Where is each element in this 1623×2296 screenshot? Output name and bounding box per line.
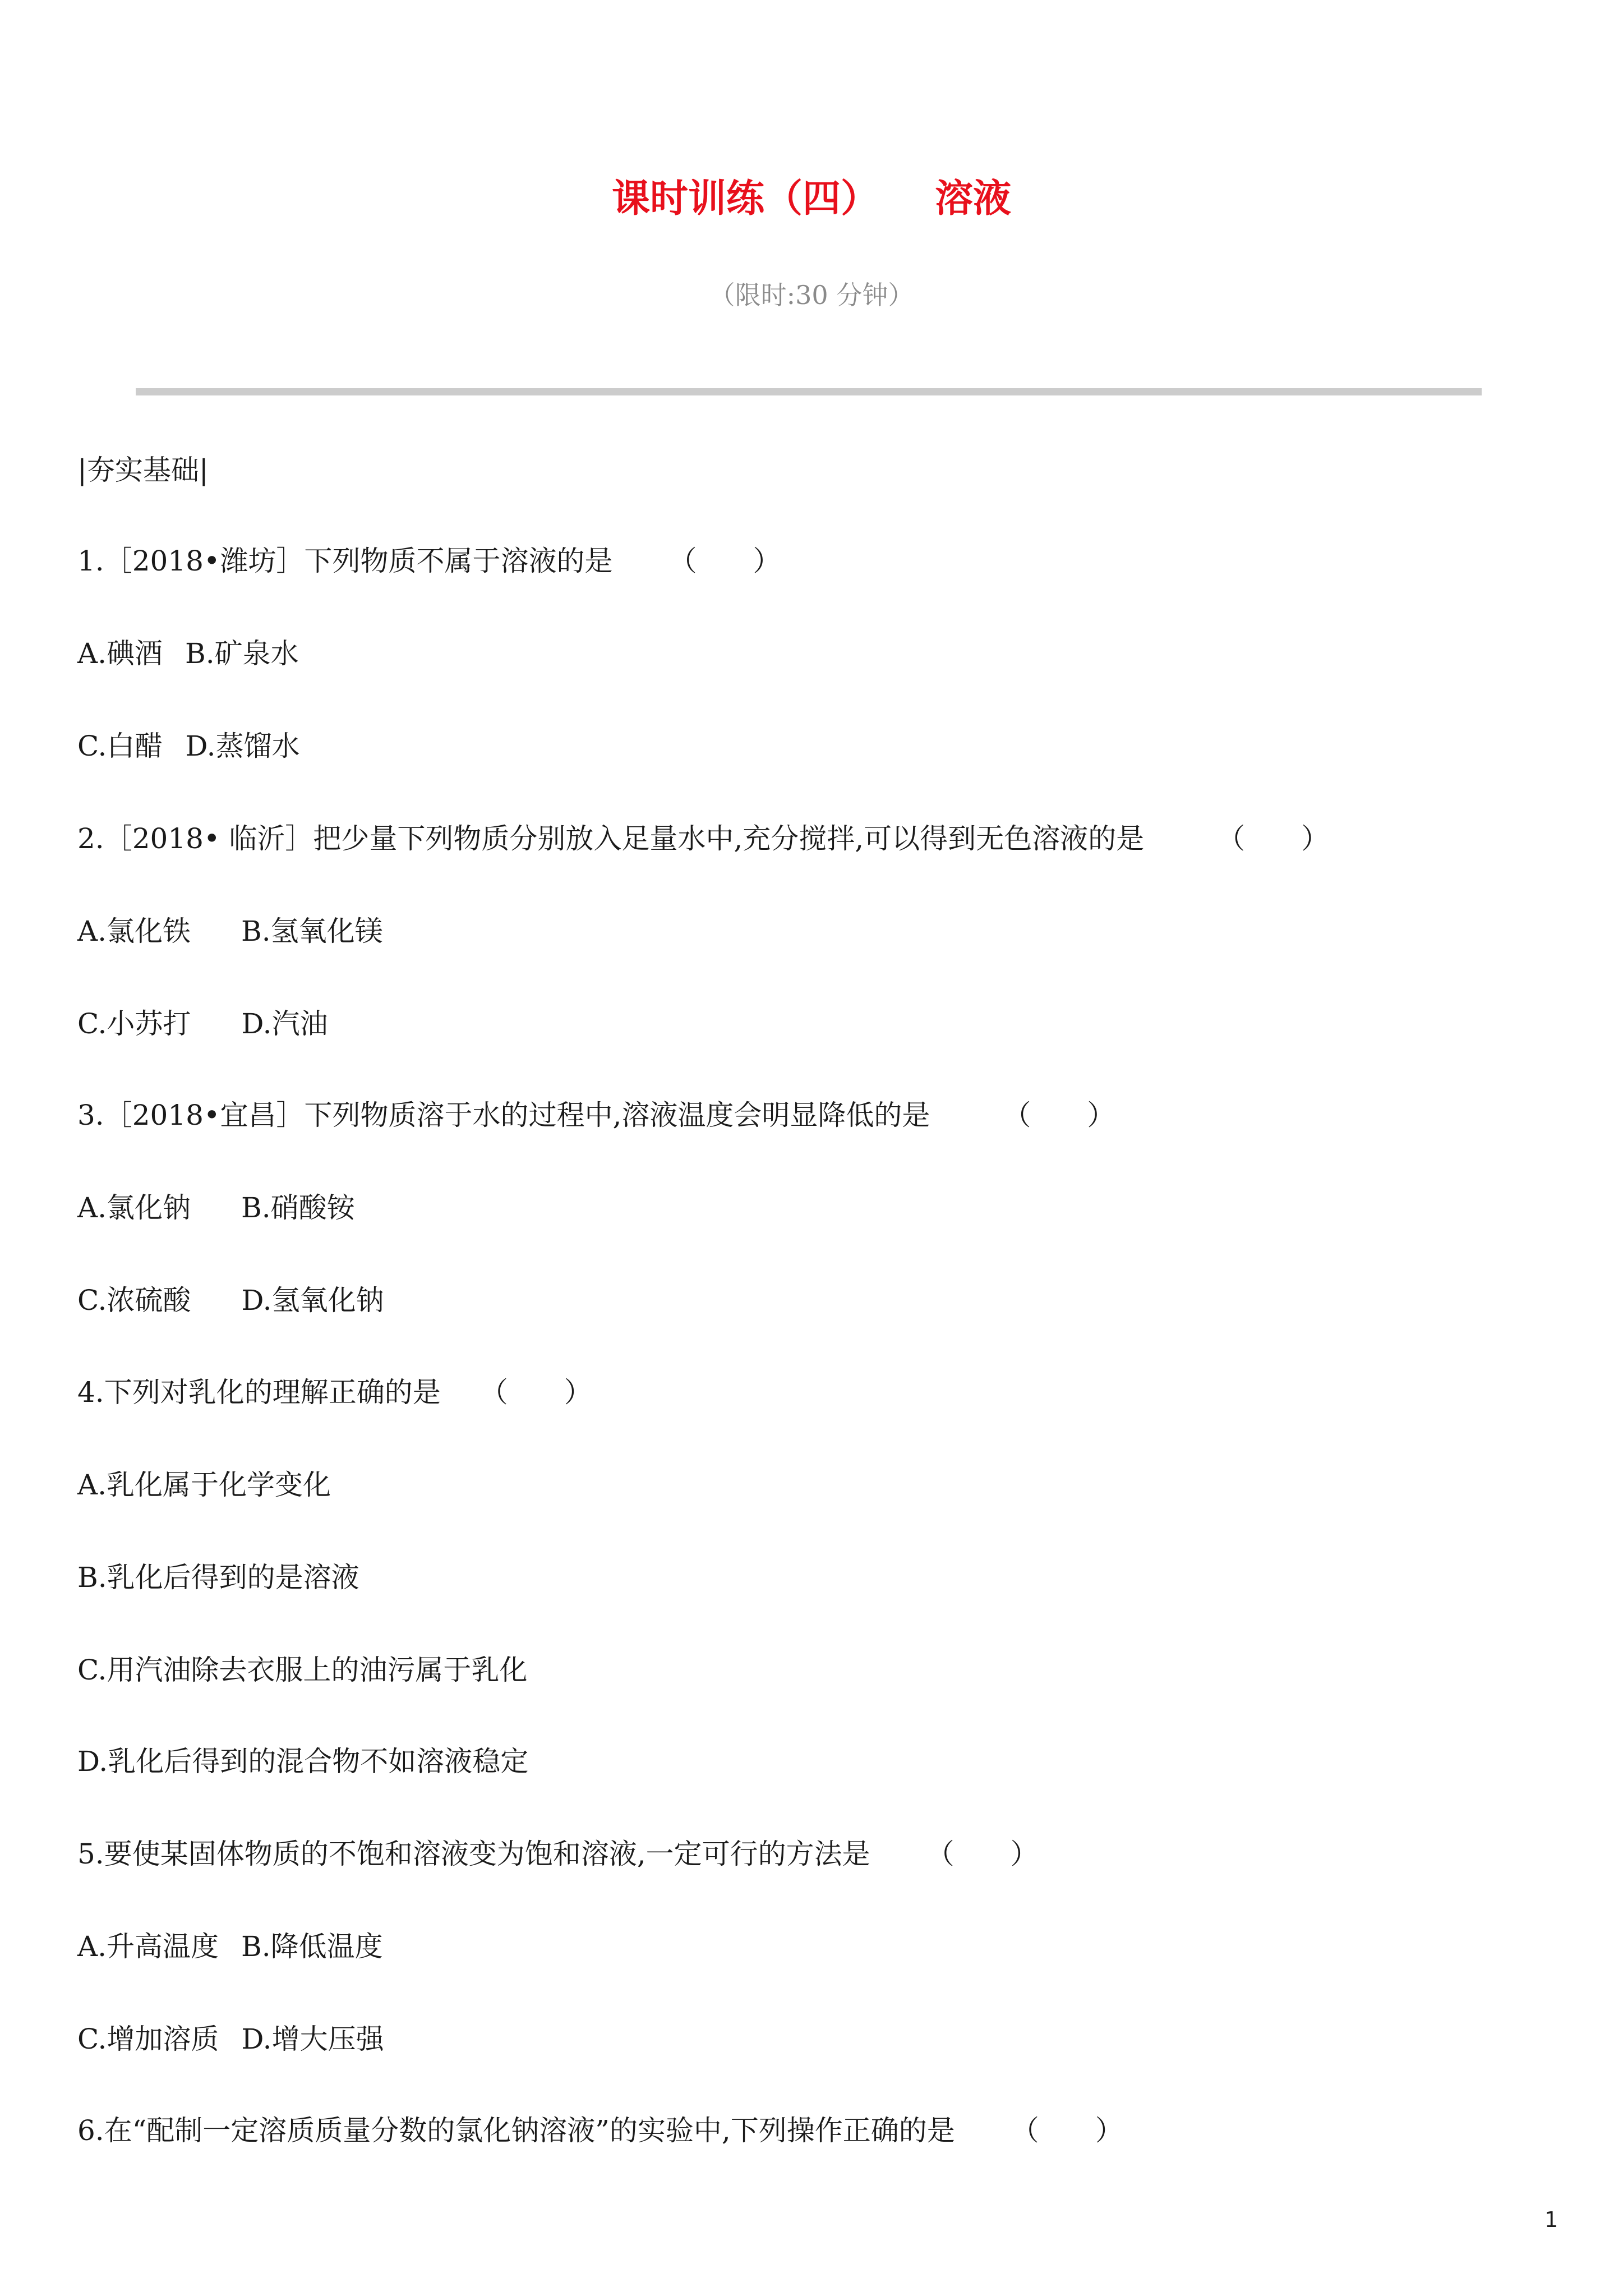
question-5-options-row-2 bbox=[77, 2022, 407, 2056]
question-6-text: 6.在“配制一定溶质质量分数的氯化钠溶液”的实验中,下列操作正确的是 bbox=[77, 2114, 955, 2147]
section-label: |夯实基础| bbox=[77, 454, 209, 486]
question-4-text: 4.下列对乳化的理解正确的是 bbox=[77, 1376, 441, 1409]
option: B.乳化后得到的是溶液 bbox=[77, 1561, 359, 1594]
answer-blank: （ ） bbox=[1003, 1099, 1115, 1131]
question-2-options-row-2 bbox=[77, 1007, 351, 1041]
option: D.增大压强 bbox=[241, 2023, 384, 2055]
answer-blank: （ ） bbox=[1217, 822, 1330, 855]
time-limit: （限时:30 分钟） bbox=[709, 280, 914, 310]
answer-blank: （ ） bbox=[668, 545, 781, 577]
question-1 bbox=[77, 544, 781, 578]
page-number: 1 bbox=[1544, 2207, 1559, 2232]
answer-blank: （ ） bbox=[926, 1838, 1039, 1870]
option: D.汽油 bbox=[241, 1007, 328, 1040]
option: A.升高温度 bbox=[77, 1930, 219, 1963]
question-6 bbox=[77, 2114, 1123, 2147]
question-3 bbox=[77, 1098, 1115, 1132]
page-title bbox=[0, 168, 1623, 223]
question-1-options-row-1 bbox=[77, 637, 321, 670]
question-4 bbox=[77, 1375, 592, 1409]
option: C.增加溶质 bbox=[77, 2023, 219, 2055]
question-3-options-row-1 bbox=[77, 1191, 377, 1225]
question-5 bbox=[77, 1837, 1039, 1871]
question-2-options-row-1 bbox=[77, 914, 405, 948]
option: A.氯化钠 bbox=[77, 1191, 191, 1224]
option: A.碘酒 bbox=[77, 637, 163, 670]
question-3-text: 3.［2018•宜昌］下列物质溶于水的过程中,溶液温度会明显降低的是 bbox=[77, 1099, 930, 1131]
option: A.氯化铁 bbox=[77, 915, 191, 947]
option: C.用汽油除去衣服上的油污属于乳化 bbox=[77, 1654, 528, 1686]
option: B.降低温度 bbox=[241, 1930, 383, 1963]
option: C.白醋 bbox=[77, 730, 163, 762]
option: B.矿泉水 bbox=[185, 637, 299, 670]
title-main: 课时训练（四） bbox=[611, 177, 879, 221]
answer-blank: （ ） bbox=[1011, 2114, 1123, 2147]
question-3-options-row-2 bbox=[77, 1283, 407, 1317]
question-1-options-row-2 bbox=[77, 729, 322, 763]
option: A.乳化属于化学变化 bbox=[77, 1469, 331, 1501]
question-5-text: 5.要使某固体物质的不饱和溶液变为饱和溶液,一定可行的方法是 bbox=[77, 1838, 870, 1870]
question-2-text: 2.［2018• 临沂］把少量下列物质分别放入足量水中,充分搅拌,可以得到无色溶液的是 bbox=[77, 822, 1145, 855]
question-2 bbox=[77, 822, 1329, 855]
option: C.小苏打 bbox=[77, 1007, 191, 1040]
header-divider bbox=[136, 388, 1482, 395]
option: B.硝酸铵 bbox=[241, 1191, 355, 1224]
option: D.乳化后得到的混合物不如溶液稳定 bbox=[77, 1745, 529, 1778]
question-5-options-row-1 bbox=[77, 1930, 405, 1963]
option: C.浓硫酸 bbox=[77, 1284, 191, 1317]
question-1-text: 1.［2018•潍坊］下列物质不属于溶液的是 bbox=[77, 545, 613, 577]
option: D.蒸馏水 bbox=[185, 730, 300, 762]
option: D.氢氧化钠 bbox=[241, 1284, 384, 1317]
option: B.氢氧化镁 bbox=[241, 915, 383, 947]
title-topic: 溶液 bbox=[935, 177, 1012, 221]
answer-blank: （ ） bbox=[479, 1376, 592, 1409]
